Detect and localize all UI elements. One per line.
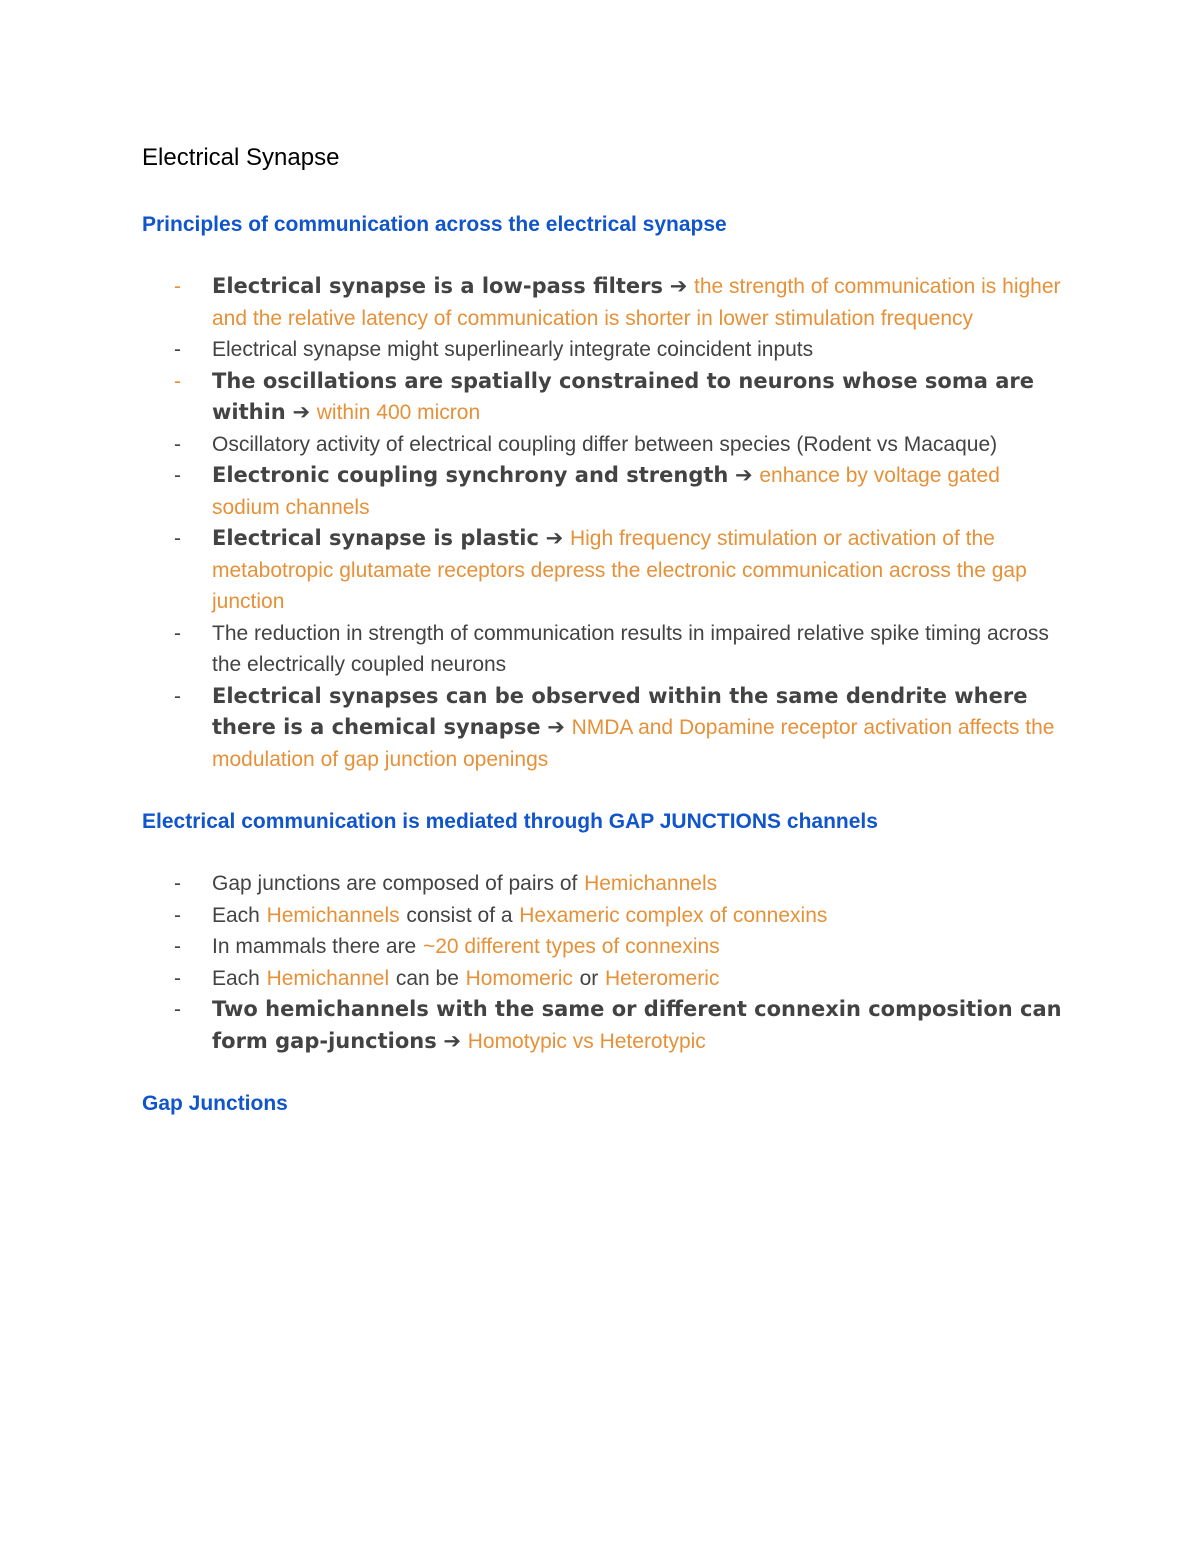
arrow-icon: ➔ [545, 526, 564, 550]
item-highlight: Hemichannels [266, 903, 400, 927]
item-text: Each [212, 903, 260, 927]
gap-junction-list [142, 868, 1062, 1057]
item-note: enhance by voltage gated sodium channels [212, 464, 1000, 519]
item-note: the strength of communication is higher and the relative latency of communication is shorter in lower stimulation frequency [212, 275, 1061, 330]
list-item [142, 681, 1062, 776]
item-main-text: Electrical synapses can be observed within the same dendrite where there is a chemical synapse [212, 683, 1028, 739]
item-note: Homotypic vs Heterotypic [467, 1029, 706, 1053]
item-highlight: Homomeric [465, 966, 573, 990]
document-body [142, 140, 1062, 1119]
principles-list [142, 271, 1062, 775]
arrow-icon: ➔ [292, 400, 311, 424]
item-text: or [579, 966, 599, 990]
arrow-icon: ➔ [547, 715, 565, 739]
item-main-text: Electrical synapse is plastic [212, 526, 539, 550]
item-text: The reduction in strength of communication results in impaired relative spike timing across the electrically coupled neurons [212, 621, 1049, 676]
item-main-text: Electrical synapse is a low-pass filters [212, 274, 663, 298]
arrow-icon: ➔ [443, 1028, 462, 1053]
item-text: can be [395, 966, 459, 990]
bullet-dash: - [174, 432, 181, 456]
list-item [142, 618, 1062, 681]
list-item [142, 271, 1062, 334]
section-heading-principles: Principles of communication across the electrical synapse [142, 213, 727, 236]
item-highlight: ~20 different types of connexins [422, 935, 720, 958]
list-item [142, 963, 1062, 995]
arrow-icon: ➔ [735, 463, 753, 487]
list-item [142, 460, 1062, 523]
item-main-text: The oscillations are spatially constrained to neurons whose soma are within [212, 368, 1034, 424]
list-item [142, 868, 1062, 900]
item-main-text: Two hemichannels with the same or different connexin composition can form gap-junctions [212, 997, 1062, 1053]
list-item [142, 900, 1062, 932]
bullet-dash: - [174, 527, 181, 550]
bullet-dash: - [174, 621, 181, 645]
list-item [142, 523, 1062, 618]
item-note: High frequency stimulation or activation of the metabotropic glutamate receptors depress the electronic communication across the gap junction [212, 527, 1027, 613]
item-highlight: Hexameric complex of connexins [519, 903, 828, 927]
item-text: Oscillatory activity of electrical coupling differ between species (Rodent vs Macaque) [212, 432, 998, 456]
bullet-dash: - [174, 684, 181, 708]
list-item [142, 994, 1062, 1057]
arrow-icon: ➔ [669, 274, 688, 298]
list-item [142, 334, 1062, 366]
document-title: Electrical Synapse [142, 144, 340, 171]
bullet-dash: - [174, 966, 181, 990]
item-note: within 400 micron [316, 401, 481, 424]
bullet-dash: - [174, 872, 181, 895]
section-heading-gap-junctions: Gap Junctions [142, 1092, 288, 1115]
bullet-dash: - [174, 464, 181, 487]
bullet-dash: - [174, 275, 181, 298]
item-text: In mammals there are [212, 935, 417, 958]
item-text: consist of a [406, 903, 513, 927]
item-text: Gap junctions are composed of pairs of [212, 872, 578, 895]
bullet-dash: - [174, 903, 181, 927]
bullet-dash: - [174, 338, 181, 361]
item-main-text: Electronic coupling synchrony and strength [212, 463, 729, 487]
item-note: NMDA and Dopamine receptor activation affects the modulation of gap junction openings [212, 716, 1055, 771]
bullet-dash: - [174, 998, 181, 1021]
item-text: Each [212, 966, 260, 990]
item-highlight: Hemichannels [584, 872, 718, 895]
bullet-dash: - [174, 935, 181, 958]
item-text: Electrical synapse might superlinearly integrate coincident inputs [212, 338, 814, 361]
bullet-dash: - [174, 369, 181, 393]
section-heading-gap-junction-channels: Electrical communication is mediated through GAP JUNCTIONS channels [142, 810, 878, 833]
item-highlight: Heteromeric [605, 966, 720, 990]
list-item [142, 366, 1062, 429]
list-item [142, 429, 1062, 461]
list-item [142, 931, 1062, 963]
item-highlight: Hemichannel [266, 966, 390, 990]
